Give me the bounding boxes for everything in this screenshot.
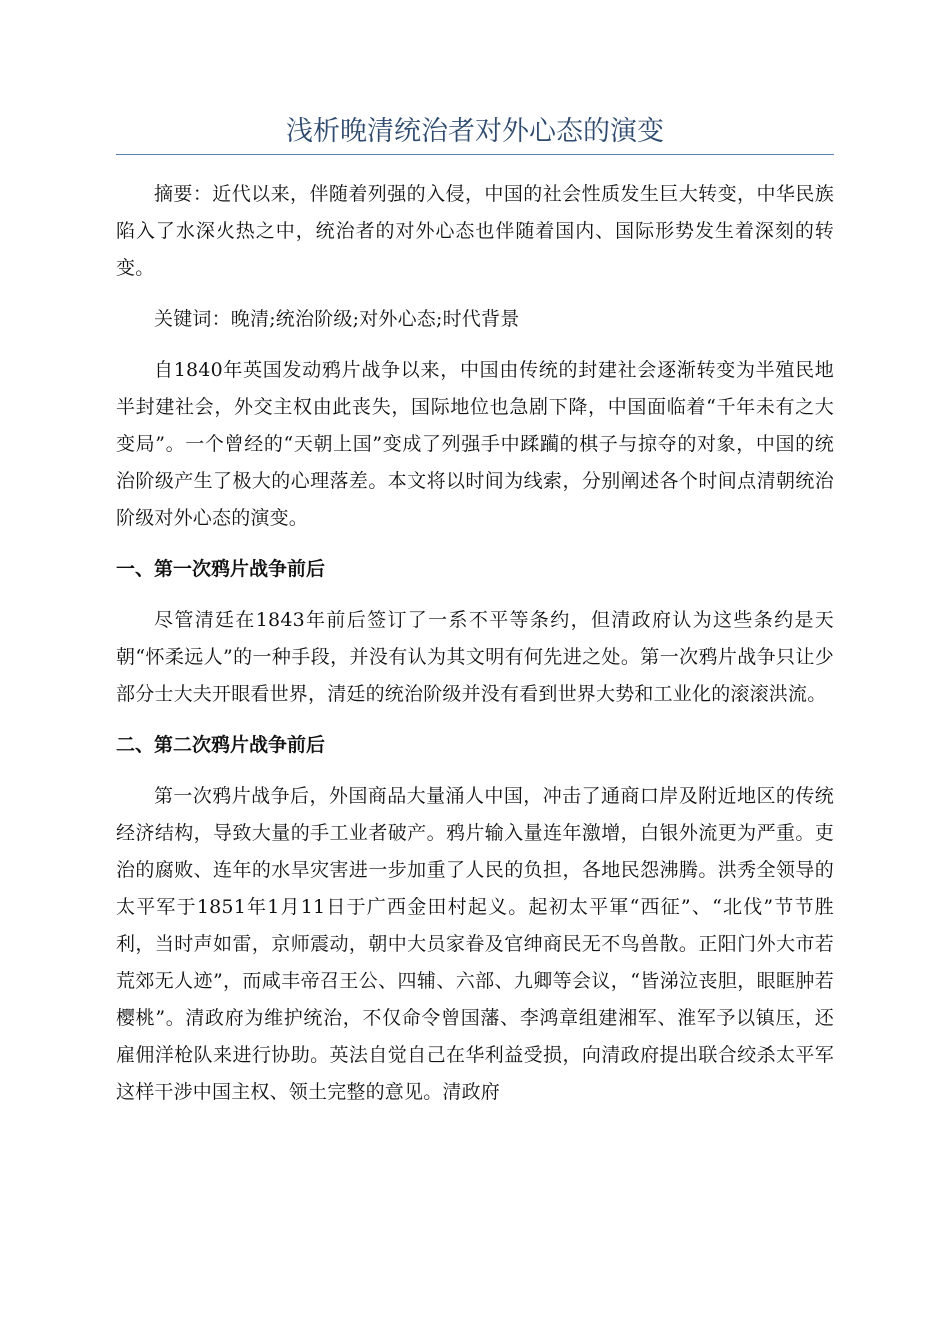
- section-paragraph-1: 尽管清廷在1843年前后签订了一系不平等条约，但清政府认为这些条约是天朝“怀柔远人”的一种手段，并没有认为其文明有何先进之处。第一次鸦片战争只让少部分士大夫开眼看世界，清廷的统治阶级并没有看到世界大势和工业化的滚滚洪流。: [116, 609, 834, 705]
- document-title: 浅析晚清统治者对外心态的演变: [286, 116, 664, 147]
- keywords-paragraph: 关键词：晚清;统治阶级;对外心态;时代背景: [154, 308, 520, 330]
- title-underline: [116, 154, 834, 155]
- section-paragraph-2: 第一次鸦片战争后，外国商品大量涌人中国，冲击了通商口岸及附近地区的传统经济结构，导致大量的手工业者破产。鸦片输入量连年激增，白银外流更为严重。吏治的腐败、连年的水旱灾害进一步加重了人民的负担，各地民怨沸腾。洪秀全领导的太平军于1851年1月11日于广西金田村起义。起初太平軍“西征”、“北伐”节节胜利，当时声如雷，京师震动，朝中大员家眷及官绅商民无不鸟兽散。正阳门外大市若荒郊无人迹”，而咸丰帝召王公、四辅、六部、九卿等会议，“皆涕泣丧胆，眼眶肿若樱桃”。清政府为维护统治，不仅命令曾国藩、李鸿章组建湘军、淮军予以镇压，还雇佣洋枪队来进行协助。英法自觉自己在华利益受损，向清政府提出联合绞杀太平军这样干涉中国主权、领土完整的意见。清政府: [116, 785, 834, 1103]
- intro-paragraph: 自1840年英国发动鸦片战争以来，中国由传统的封建社会逐渐转变为半殖民地半封建社会，外交主权由此丧失，国际地位也急剧下降，中国面临着“千年未有之大变局”。一个曾经的“天朝上国”变成了列强手中蹂躏的棋子与掠夺的对象，中国的统治阶级产生了极大的心理落差。本文将以时间为线索，分别阐述各个时间点清朝统治阶级对外心态的演变。: [116, 359, 834, 529]
- abstract-paragraph: 摘要：近代以来，伴随着列强的入侵，中国的社会性质发生巨大转变，中华民族陷入了水深火热之中，统治者的对外心态也伴随着国内、国际形势发生着深刻的转变。: [116, 183, 834, 279]
- section-heading-1: 一、第一次鸦片战争前后: [116, 558, 326, 580]
- document-body: [116, 176, 834, 1111]
- section-heading-2: 二、第二次鸦片战争前后: [116, 734, 326, 756]
